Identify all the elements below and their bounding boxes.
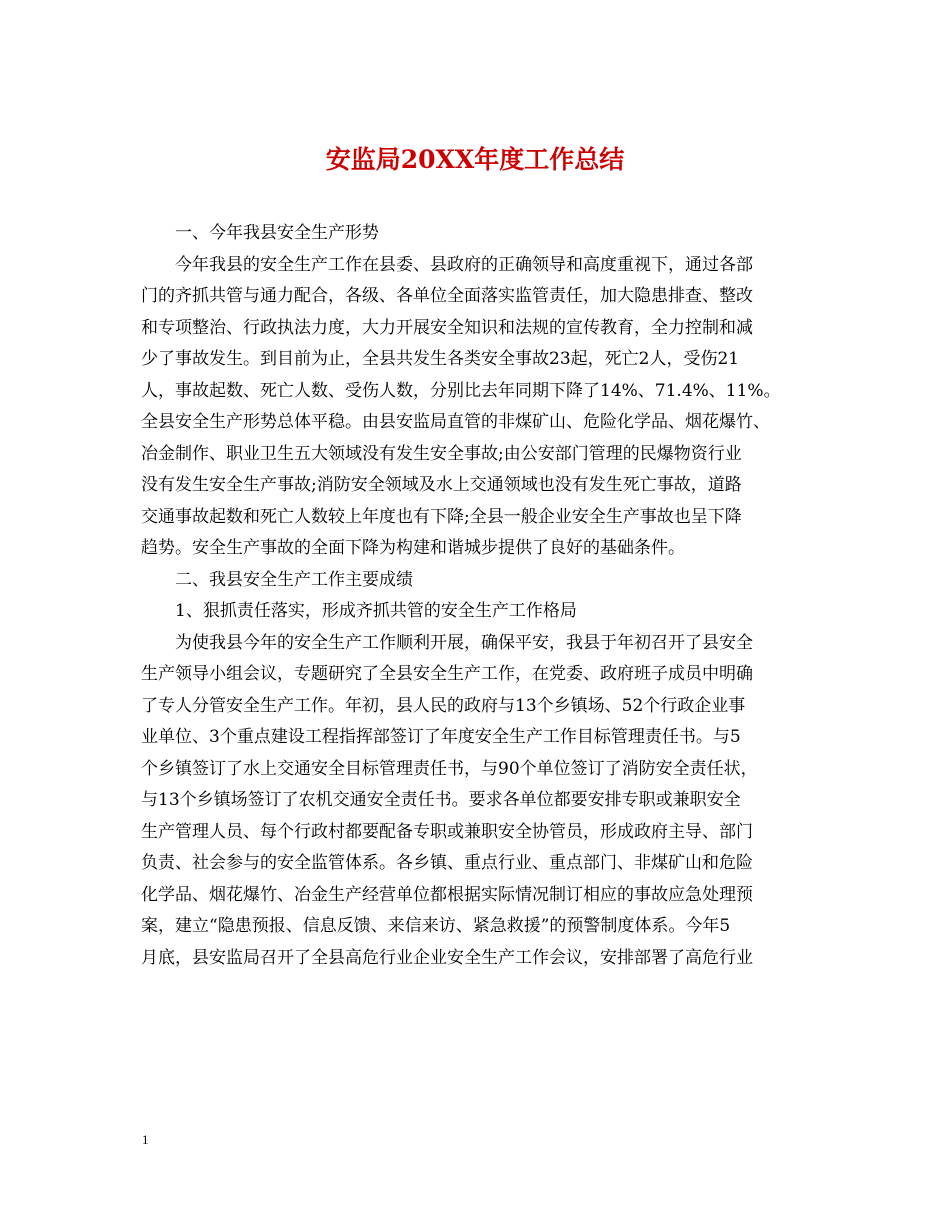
text-line: 生产管理人员、每个行政村都要配备专职或兼职安全协管员，形成政府主导、部门 xyxy=(141,821,753,842)
document-body xyxy=(141,218,821,974)
text-line: 与13个乡镇场签订了农机交通安全责任书。要求各单位都要安排专职或兼职安全 xyxy=(141,790,741,810)
text-line: 人，事故起数、死亡人数、受伤人数，分别比去年同期下降了14%、71.4%、11%。 xyxy=(141,380,781,401)
page-number: 1 xyxy=(142,1132,149,1147)
text-line: 个乡镇签订了水上交通安全目标管理责任书，与90个单位签订了消防安全责任状， xyxy=(141,758,758,779)
text-line: 化学品、烟花爆竹、冶金生产经营单位都根据实际情况制订相应的事故应急处理预 xyxy=(141,884,753,905)
text-line: 趋势。安全生产事故的全面下降为构建和谐城步提供了良好的基础条件。 xyxy=(141,538,685,558)
text-line: 和专项整治、行政执法力度，大力开展安全知识和法规的宣传教育，全力控制和减 xyxy=(141,317,753,338)
text-line: 月底，县安监局召开了全县高危行业企业安全生产工作会议，安排部署了高危行业 xyxy=(141,947,753,968)
document-title: 安监局20XX年度工作总结 xyxy=(325,145,625,174)
text-line: 少了事故发生。到目前为止，全县共发生各类安全事故23起，死亡2人，受伤21 xyxy=(141,349,740,369)
text-line: 冶金制作、职业卫生五大领域没有发生安全事故;由公安部门管理的民爆物资行业 xyxy=(141,443,742,464)
text-line: 交通事故起数和死亡人数较上年度也有下降;全县一般企业安全生产事故也呈下降 xyxy=(141,506,742,527)
text-line: 负责、社会参与的安全监管体系。各乡镇、重点行业、重点部门、非煤矿山和危险 xyxy=(141,853,753,873)
text-line: 一、今年我县安全生产形势 xyxy=(175,223,379,243)
text-line: 没有发生安全生产事故;消防安全领域及水上交通领域也没有发生死亡事故，道路 xyxy=(141,475,742,495)
text-line: 全县安全生产形势总体平稳。由县安监局直管的非煤矿山、危险化学品、烟花爆竹、 xyxy=(141,412,770,432)
text-line: 1、狠抓责任落实，形成齐抓共管的安全生产工作格局 xyxy=(175,601,577,621)
text-line: 生产领导小组会议，专题研究了全县安全生产工作，在党委、政府班子成员中明确 xyxy=(141,664,753,684)
text-line: 了专人分管安全生产工作。年初，县人民的政府与13个乡镇场、52个行政企业事 xyxy=(141,695,746,716)
text-line: 二、我县安全生产工作主要成绩 xyxy=(175,569,413,590)
text-line: 为使我县今年的安全生产工作顺利开展，确保平安，我县于年初召开了县安全 xyxy=(175,632,753,653)
text-line: 案，建立“隐患预报、信息反馈、来信来访、紧急救援”的预警制度体系。今年5 xyxy=(141,916,731,936)
text-line: 门的齐抓共管与通力配合，各级、各单位全面落实监管责任，加大隐患排查、整改 xyxy=(141,286,753,306)
text-line: 今年我县的安全生产工作在县委、县政府的正确领导和高度重视下，通过各部 xyxy=(175,254,753,275)
text-line: 业单位、3个重点建设工程指挥部签订了年度安全生产工作目标管理责任书。与5 xyxy=(141,727,741,747)
